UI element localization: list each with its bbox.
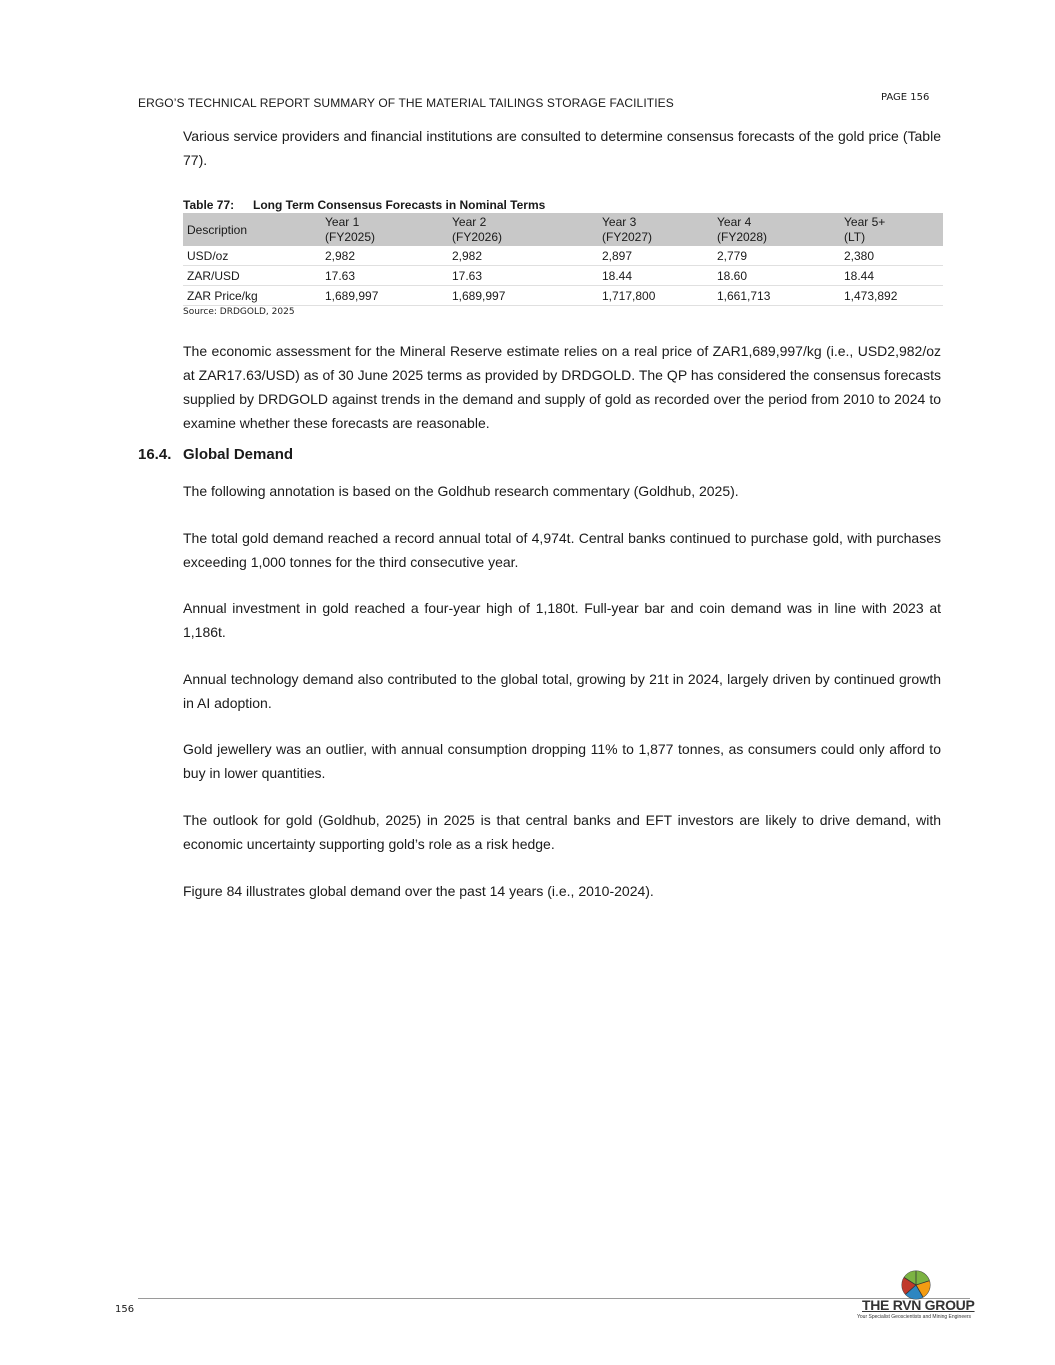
table-header-row [183,213,943,246]
header-year-5-plus: Year 5+ (LT) [840,213,943,246]
table-cell: 2,897 [598,246,713,266]
table-cell: ZAR Price/kg [183,286,321,306]
table-cell: 2,779 [713,246,840,266]
table-cell: USD/oz [183,246,321,266]
section-heading [138,446,293,463]
table-cell: 18.44 [840,266,943,286]
footer-page-number: 156 [115,1304,135,1315]
section-number: 16.4. [138,446,172,463]
logo-tagline: Your Specialist Geoscientists and Mining Engineers [857,1314,972,1320]
economic-assessment-paragraph: The economic assessment for the Mineral Reserve estimate relies on a real price of ZAR1,689,997/kg (i.e., USD2,982/oz at ZAR17.63/USD) as of 30 June 2025 terms as provided by DRDGOLD. The QP has considered the consensus forecasts supplied by DRDGOLD against trends in the demand and supply of gold as recorded over the period from 2010 to 2024 to examine whether these forecasts are reasonable. [183,343,941,431]
table-row [183,266,943,286]
body-paragraph: The total gold demand reached a record annual total of 4,974t. Central banks continued to purchase gold, with purchases exceeding 1,000 tonnes for the third consecutive year. [183,530,941,570]
table-cell: 18.60 [713,266,840,286]
table-caption [183,198,545,212]
consensus-forecast-table [183,213,943,306]
logo-company-name: THE RVN GROUP [862,1297,975,1313]
body-paragraph: The following annotation is based on the Goldhub research commentary (Goldhub, 2025). [183,483,739,499]
table-row [183,246,943,266]
rvn-logo-icon [901,1270,931,1300]
intro-paragraph: Various service providers and financial institutions are consulted to determine consensus forecasts of the gold price (Table 77). [183,128,941,168]
table-cell: 2,982 [321,246,448,266]
body-paragraph: The outlook for gold (Goldhub, 2025) in 2025 is that central banks and EFT investors are likely to drive demand, with economic uncertainty supporting gold’s role as a risk hedge. [183,812,941,852]
table-title: Long Term Consensus Forecasts in Nominal Terms [253,198,546,212]
header-year-4: Year 4 (FY2028) [713,213,840,246]
body-paragraph: Gold jewellery was an outlier, with annual consumption dropping 11% to 1,877 tonnes, as consumers could only afford to buy in lower quantities. [183,741,941,781]
table-cell: 18.44 [598,266,713,286]
table-cell: 2,982 [448,246,598,266]
table-cell: ZAR/USD [183,266,321,286]
body-paragraph: Figure 84 illustrates global demand over the past 14 years (i.e., 2010-2024). [183,883,654,899]
table-cell: 1,661,713 [713,286,840,306]
table-number: Table 77: [183,198,235,212]
table-cell: 1,717,800 [598,286,713,306]
header-description: Description [183,213,321,246]
table-cell: 2,380 [840,246,943,266]
body-paragraph: Annual technology demand also contributed to the global total, growing by 21t in 2024, largely driven by continued growth in AI adoption. [183,671,941,711]
header-year-2: Year 2 (FY2026) [448,213,598,246]
section-title: Global Demand [183,446,294,463]
table-source: Source: DRDGOLD, 2025 [183,307,295,317]
table-cell: 1,473,892 [840,286,943,306]
header-year-1: Year 1 (FY2025) [321,213,448,246]
table-row [183,286,943,306]
body-paragraph: Annual investment in gold reached a four-year high of 1,180t. Full-year bar and coin demand was in line with 2023 at 1,186t. [183,600,941,640]
table-cell: 17.63 [321,266,448,286]
header-year-3: Year 3 (FY2027) [598,213,713,246]
header-page-label: PAGE 156 [881,92,930,103]
table-cell: 1,689,997 [448,286,598,306]
table-cell: 1,689,997 [321,286,448,306]
footer-divider [138,1298,970,1299]
report-header-title: ERGO’S TECHNICAL REPORT SUMMARY OF THE MATERIAL TAILINGS STORAGE FACILITIES [138,96,674,110]
table-cell: 17.63 [448,266,598,286]
